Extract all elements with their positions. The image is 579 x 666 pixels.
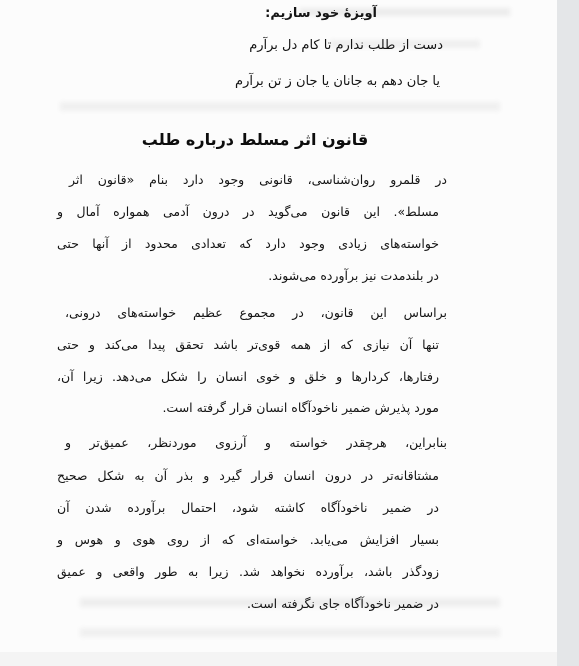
paragraph-line: در قلمرو روان‌شناسی، قانونی وجود دارد بنام «قانون اثر [69,172,447,187]
poem-line-1: دست از طلب ندارم تا کام دل برآرم [249,38,443,53]
paragraph-line: براساس این قانون، در مجموع عظیم خواسته‌های درونی، [65,305,447,320]
paragraph-line: بسیار افزایش می‌یابد. خواسته‌ای که از روی هوی و هوس و [57,532,439,547]
paragraph-line: تنها آن نیازی که از همه قوی‌تر باشد تحقق پیدا می‌کند و حتی [57,337,439,352]
paragraph-line: در بلندمدت نیز برآورده می‌شوند. [268,268,439,283]
poem-line-2: یا جان دهم به جانان یا جان ز تن برآرم [235,74,440,89]
poem-intro: آویزهٔ خود سازیم: [265,6,377,21]
paragraph-line: زودگذر باشد، برآورده نخواهد شد. زیرا به طور واقعی و عمیق [57,564,439,579]
bleed-through-shadow [80,628,500,637]
paragraph-line: در ضمیر ناخودآگاه جای نگرفته است. [246,596,439,611]
bleed-through-shadow [60,102,500,111]
section-title: قانون اثر مسلط درباره طلب [141,130,369,149]
paragraph-line: مورد پذیرش ضمیر ناخودآگاه انسان قرار گرفته است. [162,400,439,415]
page-bottom-edge [0,652,557,666]
paragraph-line: مسلط». این قانون می‌گوید در درون آدمی همواره آمال و [57,204,439,219]
paragraph-line: بنابراین، هرچقدر خواسته و آرزوی موردنظر، عمیق‌تر و [65,435,447,450]
paragraph-line: مشتاقانه‌تر در درون انسان قرار گیرد و بذر آن به شکل صحیح [57,468,439,483]
paragraph-line: رفتارها، کردارها و خلق و خوی انسان را شکل می‌دهد. زیرا آن، [57,369,439,384]
paragraph-line: خواسته‌های زیادی وجود دارد که تعدادی محدود از آنها حتی [57,236,439,251]
paragraph-line: در ضمیر ناخودآگاه کاشته شود، احتمال برآورده شدن آن [57,500,439,515]
